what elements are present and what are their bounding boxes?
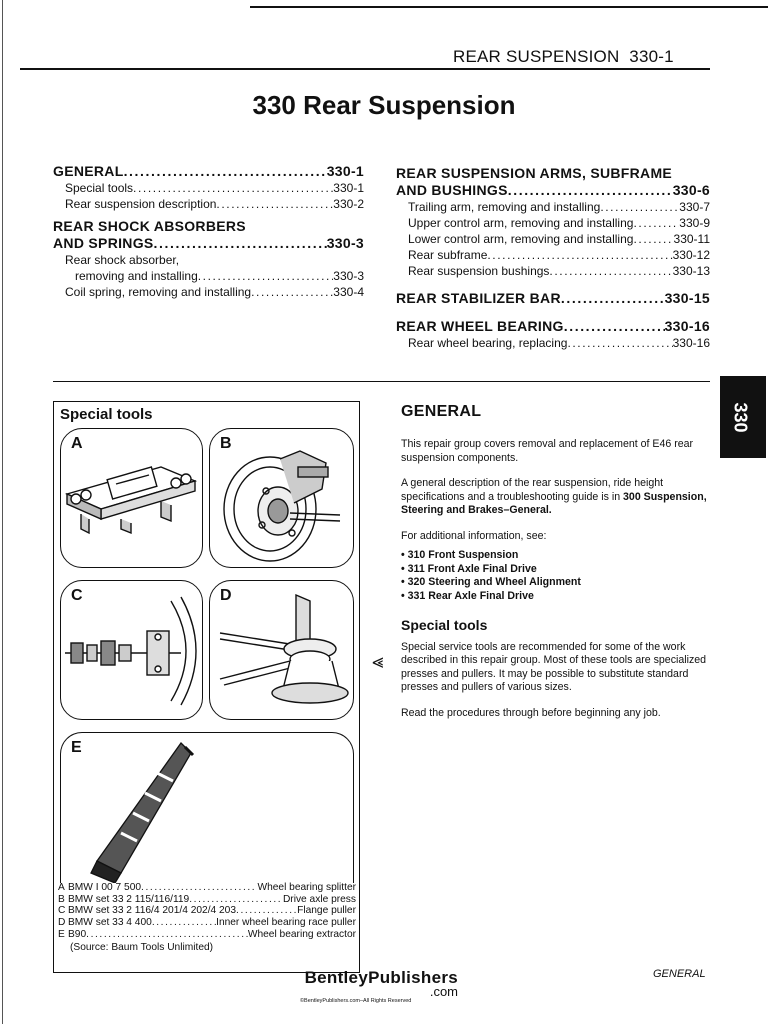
reference-item: • 320 Steering and Wheel Alignment bbox=[401, 576, 581, 588]
publisher-brand-sub: .com bbox=[429, 984, 458, 999]
special-tools-paragraph: Special service tools are recommended for some of the work described in this repair group. Most of these tools are specialized presses and pullers. It may be possible to substitute standard presses and pullers of various sizes. bbox=[401, 640, 707, 693]
toc-heading-line: REAR SUSPENSION ARMS, SUBFRAME bbox=[396, 165, 673, 181]
tool-leader bbox=[236, 905, 297, 917]
additional-info-label: For additional information, see: bbox=[401, 529, 547, 542]
toc-entry bbox=[396, 215, 710, 231]
figure-d bbox=[209, 580, 354, 720]
toc-entry bbox=[396, 247, 710, 263]
toc-leader bbox=[487, 247, 672, 263]
toc-entry-page: 330-1 bbox=[326, 163, 364, 179]
tool-description: Drive axle press bbox=[282, 893, 356, 905]
tool-part-number: B90 bbox=[68, 928, 87, 940]
toc-heading-line: Rear shock absorber, bbox=[65, 253, 180, 267]
general-section bbox=[401, 403, 711, 720]
toc-entry-page: 330-7 bbox=[679, 200, 710, 214]
reference-item: • 311 Front Axle Final Drive bbox=[401, 562, 537, 575]
toc-entry bbox=[53, 163, 364, 180]
toc-entry-page: 330-13 bbox=[672, 264, 710, 278]
tool-list bbox=[58, 882, 356, 941]
inner-race-puller-illustration bbox=[210, 581, 353, 719]
toc-entry bbox=[53, 284, 364, 300]
toc-entry-page: 330-6 bbox=[672, 182, 710, 198]
toc-leader bbox=[133, 180, 333, 196]
tool-description: Wheel bearing splitter bbox=[257, 882, 356, 893]
special-tools-subheading: Special tools bbox=[401, 617, 488, 633]
figure-c-label: C bbox=[71, 587, 83, 604]
reference-item: • 310 Front Suspension bbox=[401, 549, 519, 561]
tool-ref: D bbox=[58, 917, 66, 929]
tool-ref: B bbox=[58, 893, 65, 905]
toc-entry-page: 330-1 bbox=[333, 181, 364, 195]
header-section: REAR SUSPENSION bbox=[453, 47, 620, 66]
tool-leader bbox=[86, 929, 248, 941]
toc-entry-title: Coil spring, removing and installing bbox=[65, 285, 252, 299]
toc-entry-page: 330-16 bbox=[672, 336, 710, 350]
toc-entry-page: 330-16 bbox=[664, 318, 710, 334]
toc-leader bbox=[564, 318, 665, 335]
toc-entry-page: 330-11 bbox=[673, 232, 710, 246]
figure-a-label: A bbox=[71, 435, 83, 452]
special-tools-box-heading: Special tools bbox=[60, 406, 153, 423]
general-intro-paragraph: This repair group covers removal and replacement of E46 rear suspension components. bbox=[401, 438, 694, 464]
tool-part-number: BMW set 33 2 115/116/119 bbox=[68, 893, 190, 905]
publisher-brand: BentleyPublishers bbox=[304, 968, 458, 987]
tool-ref: E bbox=[58, 928, 65, 940]
toc-entry bbox=[53, 180, 364, 196]
toc-leader bbox=[508, 182, 673, 199]
toc-leader bbox=[633, 215, 679, 231]
toc-leader bbox=[633, 231, 673, 247]
toc-entry-page: 330-12 bbox=[672, 248, 710, 262]
header-page-number: 330-1 bbox=[629, 47, 674, 66]
tool-ref: C bbox=[58, 905, 66, 917]
special-tools-box bbox=[53, 401, 360, 973]
tool-part-number: BMW I 00 7 500 bbox=[68, 882, 142, 893]
toc-leader bbox=[549, 263, 672, 279]
tool-source: (Source: Baum Tools Unlimited) bbox=[70, 942, 214, 953]
toc-leader bbox=[600, 199, 679, 215]
toc-leader bbox=[251, 284, 333, 300]
general-description-text: A general description of the rear suspension, ride height specifications and a troubleshooting guide is in bbox=[401, 477, 664, 503]
publisher-logo bbox=[300, 968, 458, 997]
figure-b-label: B bbox=[220, 435, 232, 452]
figure-c bbox=[60, 580, 203, 720]
general-heading: GENERAL bbox=[401, 403, 482, 420]
toc-heading-line: REAR SHOCK ABSORBERS bbox=[53, 218, 246, 234]
toc-entry bbox=[396, 290, 710, 307]
tool-leader bbox=[152, 917, 216, 929]
figure-e-label: E bbox=[71, 739, 82, 756]
toc-entry-page: 330-9 bbox=[679, 216, 710, 230]
toc-entry-title: Rear suspension bushings bbox=[408, 264, 550, 278]
toc-entry bbox=[53, 196, 364, 212]
tool-description: Flange puller bbox=[297, 905, 356, 917]
toc-entry bbox=[396, 335, 710, 351]
toc-entry-title: Lower control arm, removing and installing bbox=[408, 232, 634, 246]
general-description-paragraph bbox=[401, 477, 711, 518]
tool-part-number: BMW set 33 4 400 bbox=[68, 917, 152, 929]
left-binding-line bbox=[2, 0, 3, 1024]
tool-list-row bbox=[58, 905, 356, 917]
toc-entry bbox=[53, 268, 364, 284]
toc-entry bbox=[53, 235, 364, 252]
toc-leader bbox=[216, 196, 333, 212]
toc-entry-title: Rear suspension description bbox=[65, 197, 217, 211]
reference-item: • 331 Rear Axle Final Drive bbox=[401, 589, 534, 602]
toc-leader bbox=[124, 163, 327, 180]
read-procedures-paragraph: Read the procedures through before beginning any job. bbox=[401, 706, 661, 719]
tool-leader bbox=[189, 894, 283, 906]
tool-description: Wheel bearing extractor bbox=[247, 928, 356, 940]
tool-ref: A bbox=[58, 882, 65, 893]
toc-leader bbox=[561, 290, 665, 307]
reference-list bbox=[401, 549, 711, 603]
toc-entry bbox=[396, 231, 710, 247]
header-rule bbox=[20, 68, 710, 70]
chapter-tab bbox=[720, 376, 766, 458]
top-rule bbox=[250, 6, 768, 8]
toc-entry-title: Upper control arm, removing and installing bbox=[408, 216, 634, 230]
toc-entry bbox=[396, 318, 710, 335]
general-description-ref: 300 Suspension, Steering and Brakes–General. bbox=[401, 490, 707, 516]
figure-a bbox=[60, 428, 203, 568]
toc-entry bbox=[396, 263, 710, 279]
tool-list-row bbox=[58, 917, 356, 929]
toc-entry-title: REAR WHEEL BEARING bbox=[396, 318, 564, 334]
drive-axle-press-illustration bbox=[210, 429, 353, 567]
toc-entry-title: removing and installing bbox=[75, 269, 198, 283]
toc-entry-page: 330-3 bbox=[326, 235, 364, 251]
toc-entry bbox=[396, 199, 710, 215]
toc-leader bbox=[154, 235, 327, 252]
toc-entry-title: Special tools bbox=[65, 181, 134, 195]
toc-entry-title: REAR STABILIZER BAR bbox=[396, 290, 561, 306]
toc-entry-title: Rear subframe bbox=[408, 248, 488, 262]
pointer-arrow-icon: ⪡ bbox=[372, 651, 384, 673]
flange-puller-illustration bbox=[61, 581, 202, 719]
toc-entry-title: AND BUSHINGS bbox=[396, 182, 508, 198]
tool-list-row bbox=[58, 894, 356, 906]
toc-leader bbox=[567, 335, 672, 351]
tool-list-row bbox=[58, 882, 356, 894]
figure-b bbox=[209, 428, 354, 568]
figure-e bbox=[60, 732, 354, 883]
toc-spacer bbox=[396, 307, 710, 318]
toc-spacer bbox=[396, 279, 710, 290]
copyright-notice: ©BentleyPublishers.com–All Rights Reserved bbox=[300, 998, 412, 1004]
toc-entry-title: Trailing arm, removing and installing bbox=[408, 200, 601, 214]
page-title: 330 Rear Suspension bbox=[252, 90, 516, 120]
toc-entry-page: 330-15 bbox=[664, 290, 710, 306]
toc-entry-page: 330-4 bbox=[333, 285, 364, 299]
wheel-bearing-splitter-illustration bbox=[61, 429, 202, 567]
section-rule bbox=[53, 381, 710, 382]
toc-leader bbox=[198, 268, 334, 284]
running-header bbox=[453, 47, 674, 67]
tool-leader bbox=[141, 882, 257, 894]
wheel-bearing-extractor-illustration bbox=[61, 733, 353, 883]
tool-list-row bbox=[58, 929, 356, 941]
toc-entry-title: GENERAL bbox=[53, 163, 124, 179]
toc-entry-title: AND SPRINGS bbox=[53, 235, 154, 251]
toc-right bbox=[396, 165, 710, 351]
toc-entry-page: 330-3 bbox=[333, 269, 364, 283]
figure-d-label: D bbox=[220, 587, 232, 604]
toc-left bbox=[53, 163, 364, 300]
tool-part-number: BMW set 33 2 116/4 201/4 202/4 203 bbox=[68, 905, 237, 917]
tool-description: Inner wheel bearing race puller bbox=[216, 917, 356, 929]
toc-entry-title: Rear wheel bearing, replacing bbox=[408, 336, 568, 350]
toc-entry-page: 330-2 bbox=[333, 197, 364, 211]
footer-section-label: GENERAL bbox=[653, 968, 706, 980]
chapter-tab-label: 330 bbox=[730, 402, 751, 433]
toc-entry bbox=[396, 182, 710, 199]
